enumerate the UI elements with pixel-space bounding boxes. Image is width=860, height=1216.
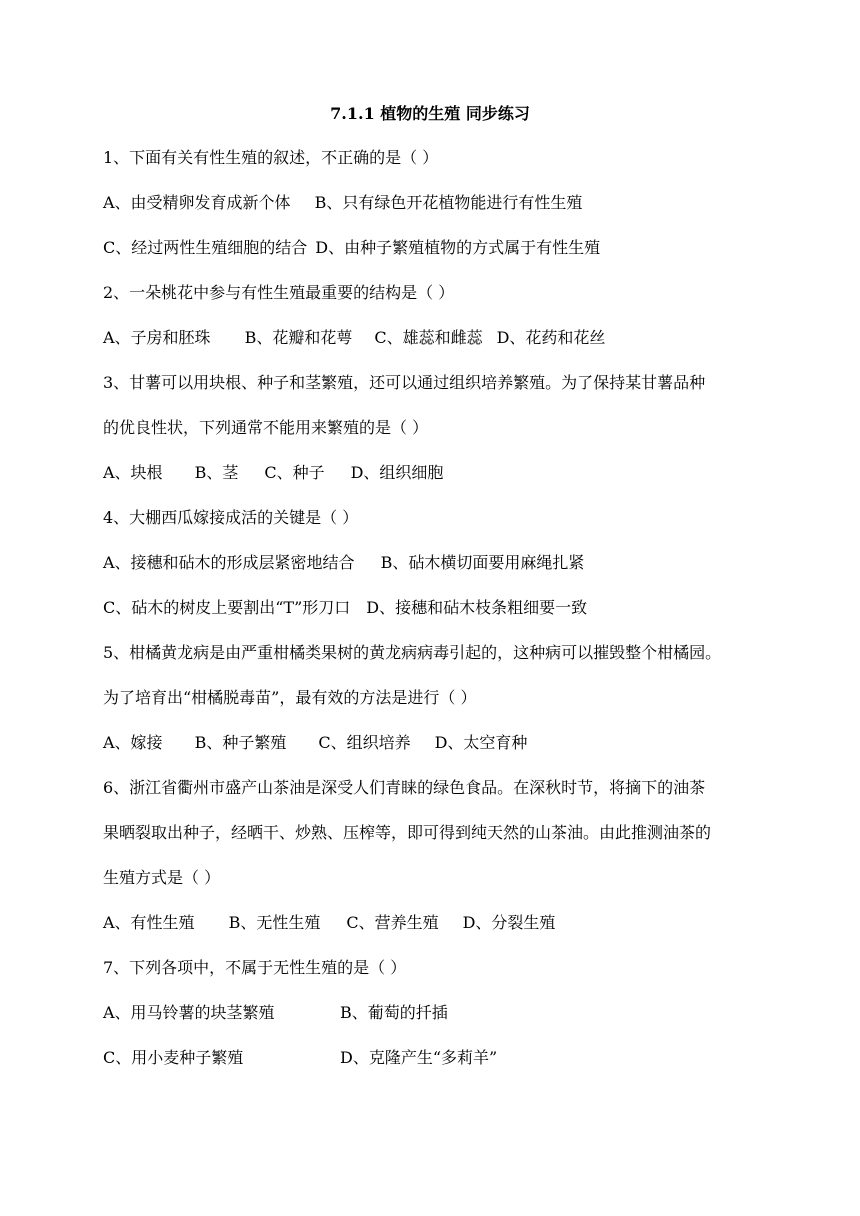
question-1-stem: 1、下面有关有性生殖的叙述，不正确的是（ ） <box>103 148 439 167</box>
question-5-stem-line-2: 为了培育出“柑橘脱毒苗”，最有效的方法是进行（ ） <box>103 688 477 707</box>
question-5-stem-line-1: 5、柑橘黄龙病是由严重柑橘类果树的黄龙病病毒引起的，这种病可以摧毁整个柑橘园。 <box>103 643 722 662</box>
question-6-option-b: B、无性生殖 <box>228 913 321 932</box>
question-3-option-d: D、组织细胞 <box>350 463 444 482</box>
question-2-options <box>103 327 605 349</box>
question-5-option-a: A、嫁接 <box>103 733 163 752</box>
question-1-option-a: A、由受精卵发育成新个体 <box>103 193 291 212</box>
question-3-option-a: A、块根 <box>103 463 163 482</box>
question-7-option-b: B、葡萄的扦插 <box>340 1003 448 1022</box>
question-2-stem: 2、一朵桃花中参与有性生殖最重要的结构是（ ） <box>103 283 455 302</box>
question-4-option-a: A、接穗和砧木的形成层紧密地结合 <box>103 553 355 572</box>
question-7-options-row-2 <box>103 1047 497 1069</box>
question-2-option-b: B、花瓣和花萼 <box>244 328 353 347</box>
question-7-option-c: C、用小麦种子繁殖 <box>103 1048 244 1067</box>
question-2-option-d: D、花药和花丝 <box>496 328 606 347</box>
question-3-option-b: B、茎 <box>194 463 239 482</box>
question-6-options <box>103 912 555 934</box>
question-5-option-d: D、太空育种 <box>434 733 528 752</box>
question-6-option-d: D、分裂生殖 <box>462 913 556 932</box>
question-3-option-c: C、种子 <box>264 463 325 482</box>
question-5-option-b: B、种子繁殖 <box>194 733 287 752</box>
question-2-option-a: A、子房和胚珠 <box>103 328 211 347</box>
question-7-option-a: A、用马铃薯的块茎繁殖 <box>103 1003 275 1022</box>
question-7-options-row-1 <box>103 1002 448 1024</box>
question-4-stem: 4、大棚西瓜嫁接成活的关键是（ ） <box>103 508 359 527</box>
question-6-stem-line-3: 生殖方式是（ ） <box>103 868 221 887</box>
question-1-option-d: D、由种子繁殖植物的方式属于有性生殖 <box>315 238 601 257</box>
question-1-option-b: B、只有绿色开花植物能进行有性生殖 <box>314 193 583 212</box>
question-6-stem-line-2: 果晒裂取出种子，经晒干、炒熟、压榨等，即可得到纯天然的山茶油。由此推测油茶的 <box>103 823 712 842</box>
question-1-option-c: C、经过两性生殖细胞的结合 <box>103 238 308 257</box>
question-4-options-row-1 <box>103 552 584 574</box>
question-2-option-c: C、雄蕊和雌蕊 <box>374 328 483 347</box>
question-3-stem-line-1: 3、甘薯可以用块根、种子和茎繁殖，还可以通过组织培养繁殖。为了保持某甘薯品种 <box>103 373 706 392</box>
question-5-options <box>103 732 527 754</box>
question-6-stem-line-1: 6、浙江省衢州市盛产山茶油是深受人们青睐的绿色食品。在深秋时节，将摘下的油茶 <box>103 778 706 797</box>
question-4-option-c: C、砧木的树皮上要割出“T”形刀口 <box>103 598 351 617</box>
question-1-options-row-1 <box>103 192 582 214</box>
question-4-option-d: D、接穗和砧木枝条粗细要一致 <box>366 598 588 617</box>
question-1-options-row-2 <box>103 237 600 259</box>
question-4-option-b: B、砧木横切面要用麻绳扎紧 <box>380 553 585 572</box>
question-4-options-row-2 <box>103 597 587 619</box>
question-3-stem-line-2: 的优良性状，下列通常不能用来繁殖的是（ ） <box>103 418 429 437</box>
question-7-stem: 7、下列各项中，不属于无性生殖的是（ ） <box>103 958 407 977</box>
question-3-options <box>103 462 443 484</box>
page-title: 7.1.1 植物的生殖 同步练习 <box>330 104 530 123</box>
question-5-option-c: C、组织培养 <box>318 733 411 752</box>
question-6-option-c: C、营养生殖 <box>346 913 439 932</box>
question-7-option-d: D、克隆产生“多莉羊” <box>340 1048 498 1067</box>
question-6-option-a: A、有性生殖 <box>103 913 195 932</box>
